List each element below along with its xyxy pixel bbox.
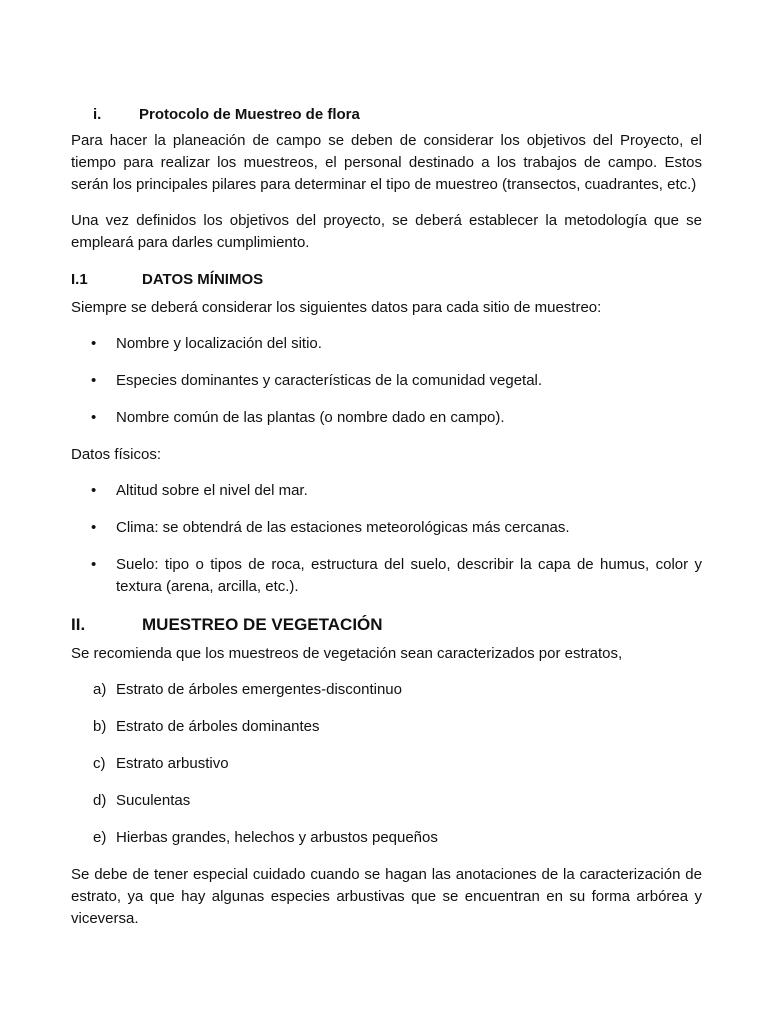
bullet-icon: • [91, 372, 97, 389]
paragraph-datos-fisicos: Datos físicos: [71, 446, 162, 463]
list-item-text: Nombre y localización del sitio. [116, 335, 322, 352]
list-item [71, 827, 702, 849]
bullet-icon: • [91, 556, 97, 573]
list-item [71, 517, 702, 539]
bullet-icon: • [91, 409, 97, 426]
section-heading-muestreo-vegetacion [71, 613, 702, 637]
list-item-text: Suculentas [116, 792, 191, 809]
list-item-text: Nombre común de las plantas (o nombre dado en campo). [116, 409, 505, 426]
list-item [71, 554, 702, 598]
bullet-icon: • [91, 482, 97, 499]
list-letter: b) [93, 718, 107, 735]
bullet-icon: • [91, 519, 97, 536]
list-item-text: Estrato de árboles dominantes [116, 718, 320, 735]
list-letter: d) [93, 792, 107, 809]
list-item [71, 480, 702, 502]
list-item [71, 753, 702, 775]
paragraph-cuidado-anotaciones: Se debe de tener especial cuidado cuando se hagan las anotaciones de la caracterización de estrato, ya que hay algunas especies arbustivas que se encuentran en su forma arbórea y viceversa. [71, 866, 702, 927]
lettered-list-estratos [71, 679, 702, 849]
list-item-text: Estrato arbustivo [116, 755, 229, 772]
section-number: i. [93, 106, 102, 123]
paragraph-datos-intro: Siempre se deberá considerar los siguientes datos para cada sitio de muestreo: [71, 299, 602, 316]
paragraph-planeacion: Para hacer la planeación de campo se deben de considerar los objetivos del Proyecto, el tiempo para realizar los muestreos, el personal destinado a los trabajos de campo. Estos serán los principales pilares para determinar el tipo de muestreo (transectos, cuadrantes, etc.) [71, 132, 702, 193]
paragraph-objetivos: Una vez definidos los objetivos del proyecto, se deberá establecer la metodología que se empleará para darles cumplimiento. [71, 212, 702, 251]
bullet-list-datos [71, 333, 702, 429]
list-letter: c) [93, 755, 106, 772]
document-content [71, 104, 702, 944]
bullet-list-fisicos [71, 480, 702, 598]
subsection-heading-datos-minimos [71, 269, 702, 291]
list-item [71, 333, 702, 355]
list-letter: e) [93, 829, 107, 846]
list-item [71, 679, 702, 701]
list-item [71, 370, 702, 392]
section-title: MUESTREO DE VEGETACIÓN [142, 615, 383, 634]
list-item-text: Altitud sobre el nivel del mar. [116, 482, 308, 499]
list-item-text: Estrato de árboles emergentes-discontinuo [116, 681, 402, 698]
subsection-title: DATOS MÍNIMOS [142, 271, 264, 288]
list-item-text: Clima: se obtendrá de las estaciones meteorológicas más cercanas. [116, 519, 570, 536]
section-title: Protocolo de Muestreo de flora [139, 106, 360, 123]
subsection-number: I.1 [71, 271, 88, 288]
section-number: II. [71, 615, 86, 634]
paragraph-estratos-intro: Se recomienda que los muestreos de vegetación sean caracterizados por estratos, [71, 645, 623, 662]
list-item [71, 407, 702, 429]
section-heading-protocolo [71, 104, 702, 126]
list-letter: a) [93, 681, 107, 698]
bullet-icon: • [91, 335, 97, 352]
list-item-text: Hierbas grandes, helechos y arbustos pequeños [116, 829, 438, 846]
list-item [71, 716, 702, 738]
list-item [71, 790, 702, 812]
list-item-text: Suelo: tipo o tipos de roca, estructura del suelo, describir la capa de humus, color y textura (arena, arcilla, etc.). [116, 556, 702, 595]
list-item-text: Especies dominantes y características de la comunidad vegetal. [116, 372, 543, 389]
